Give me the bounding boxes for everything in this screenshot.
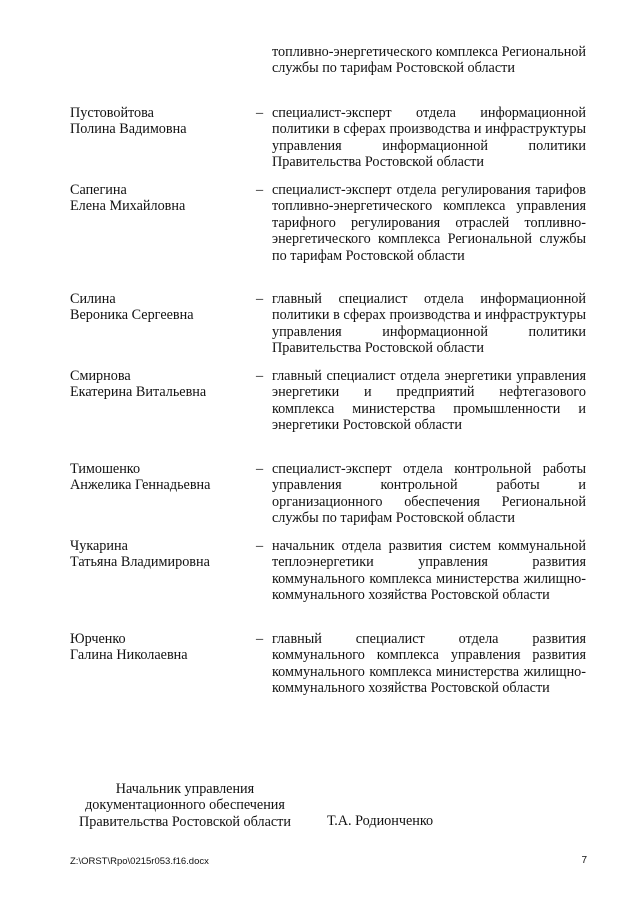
given-name: Галина Николаевна <box>70 647 188 664</box>
dash: – <box>256 291 264 307</box>
role-description: специалист-эксперт отдела информационной политики в сферах производства и инфраструктуры управления информационной политики Правительства Ростовской области <box>272 105 586 171</box>
continued-role-text: топливно-энергетического комплекса Региональной службы по тарифам Ростовской области <box>272 44 586 77</box>
person-name <box>70 182 250 215</box>
signature-title <box>70 781 300 830</box>
page-number: 7 <box>581 855 587 866</box>
surname: Тимошенко <box>70 461 141 477</box>
role-description: специалист-эксперт отдела регулирования тарифов топливно-энергетического комплекса управления тарифного регулирования отраслей топливно-энергетического комплекса Региональной службы по тарифам Ростовской области <box>272 182 586 264</box>
given-name: Анжелика Геннадьевна <box>70 477 211 494</box>
person-name <box>70 105 250 138</box>
signature-title-line: документационного обеспечения <box>85 797 285 814</box>
signature-title-line: Начальник управления <box>115 781 255 797</box>
role-description: специалист-эксперт отдела контрольной работы управления контрольной работы и организационного обеспечения Региональной службы по тарифам Ростовской области <box>272 461 586 527</box>
dash: – <box>256 631 264 647</box>
surname: Сапегина <box>70 182 127 198</box>
signature-title-line: Правительства Ростовской области <box>79 813 291 830</box>
given-name: Татьяна Владимировна <box>70 554 210 571</box>
given-name: Полина Вадимовна <box>70 121 187 138</box>
role-description: главный специалист отдела развития коммунального комплекса управления развития коммунального комплекса министерства жилищно-коммунального хозяйства Ростовской области <box>272 631 586 697</box>
signatory-name: Т.А. Родионченко <box>327 813 434 829</box>
given-name: Екатерина Витальевна <box>70 384 207 401</box>
file-path-footer: Z:\ORST\Rpo\0215r053.f16.docx <box>70 856 209 867</box>
dash: – <box>256 368 264 384</box>
given-name: Вероника Сергеевна <box>70 307 194 324</box>
role-description: начальник отдела развития систем коммунальной теплоэнергетики управления развития коммунального комплекса министерства жилищно-коммунального хозяйства Ростовской области <box>272 538 586 604</box>
surname: Юрченко <box>70 631 126 647</box>
surname: Смирнова <box>70 368 131 384</box>
person-name <box>70 538 250 571</box>
person-name <box>70 461 250 494</box>
dash: – <box>256 538 264 554</box>
dash: – <box>256 461 264 477</box>
given-name: Елена Михайловна <box>70 198 186 215</box>
surname: Чукарина <box>70 538 128 554</box>
person-name <box>70 368 250 401</box>
surname: Силина <box>70 291 116 307</box>
role-description: главный специалист отдела энергетики управления энергетики и предприятий нефтегазового комплекса министерства промышленности и энергетики Ростовской области <box>272 368 586 434</box>
surname: Пустовойтова <box>70 105 154 121</box>
person-name <box>70 291 250 324</box>
dash: – <box>256 182 264 198</box>
person-name <box>70 631 250 664</box>
role-description: главный специалист отдела информационной политики в сферах производства и инфраструктуры управления информационной политики Правительства Ростовской области <box>272 291 586 357</box>
dash: – <box>256 105 264 121</box>
